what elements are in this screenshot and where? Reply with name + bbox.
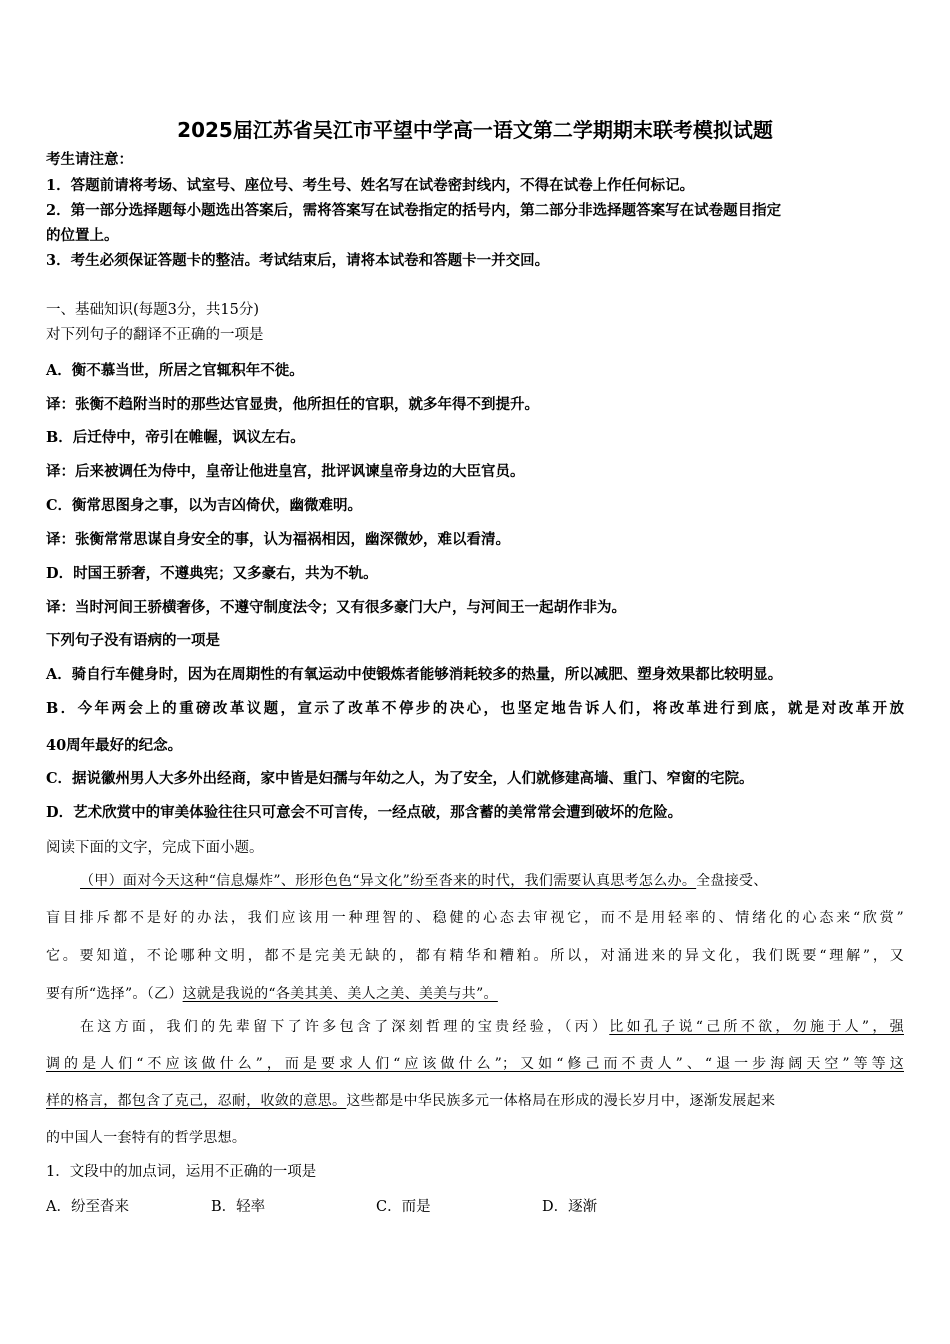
passage-line	[80, 1017, 904, 1037]
option-b: B．今年两会上的重磅改革议题，宣示了改革不停步的决心，也坚定地告诉人们，将改革进行到底，就是对改革开放	[46, 700, 904, 717]
passage-line: 它。要知道，不论哪种文明，都不是完美无缺的，都有精华和糟粕。所以，对涌进来的异文化，我们既要“理解”，又	[46, 948, 904, 964]
option-a: A．衡不慕当世，所居之官辄积年不徙。	[46, 362, 304, 379]
notice-item-1: 1．答题前请将考场、试室号、座位号、考生号、姓名写在试卷密封线内，不得在试卷上作任何标记。	[46, 177, 695, 194]
passage-underline: 样的格言，都包含了克己，忍耐，收敛的意思。	[46, 1093, 347, 1109]
translation-b: 译：后来被调任为侍中，皇帝让他进皇宫，批评讽谏皇帝身边的大臣官员。	[46, 463, 525, 480]
notice-item-2: 2．第一部分选择题每小题选出答案后，需将答案写在试卷指定的括号内，第二部分非选择题答案写在试卷题目指定	[46, 202, 782, 219]
passage-underline: 调的是人们“不应该做什么”，而是要求人们“应该做什么”；又如“修己而不责人”、“退一步海阔天空”等等这	[46, 1056, 904, 1072]
option-c: C．据说徽州男人大多外出经商，家中皆是妇孺与年幼之人，为了安全，人们就修建高墙、重门、窄窗的宅院。	[46, 770, 754, 787]
passage-underline: （甲）	[80, 873, 123, 889]
option-b-cont: 40周年最好的纪念。	[46, 737, 183, 754]
notice-heading: 考生请注意：	[46, 151, 133, 168]
option-d: D．艺术欣赏中的审美体验往往只可意会不可言传，一经点破，那含蓄的美常常会遭到破坏的危险。	[46, 804, 683, 821]
section-heading: 一、基础知识(每题3分，共15分)	[46, 302, 259, 318]
passage-text: 在这方面，我们的先辈留下了许多包含了深刻哲理的宝贵经验，（丙）	[80, 1019, 610, 1035]
passage-underline: 面对今天这种“信息爆炸”、形形色色“异文化”纷至沓来的时代，我们需要认真思考怎么办。	[122, 873, 697, 889]
translation-d: 译：当时河间王骄横奢侈，不遵守制度法令；又有很多豪门大户，与河间王一起胡作非为。	[46, 599, 626, 616]
passage-line	[80, 871, 904, 891]
passage-text: 要有所“选择”。（乙）	[46, 986, 183, 1002]
passage-line	[46, 984, 904, 1004]
translation-c: 译：张衡常常思谋自身安全的事，认为福祸相因，幽深微妙，难以看清。	[46, 531, 510, 548]
option-a: A．骑自行车健身时，因为在周期性的有氧运动中使锻炼者能够消耗较多的热量，所以减肥、塑身效果都比较明显。	[46, 666, 783, 683]
option-d: D．时国王骄奢，不遵典宪；又多豪右，共为不轨。	[46, 565, 378, 582]
passage-text: 全盘接受、	[696, 873, 768, 889]
option-b: B．轻率	[211, 1199, 266, 1215]
question-stem: 对下列句子的翻译不正确的一项是	[46, 327, 264, 343]
reading-instruction: 阅读下面的文字，完成下面小题。	[46, 840, 264, 856]
page-title: 2025届江苏省吴江市平望中学高一语文第二学期期末联考模拟试题	[177, 118, 773, 142]
translation-a: 译：张衡不趋附当时的那些达官显贵，他所担任的官职，就多年得不到提升。	[46, 396, 539, 413]
option-a: A．纷至沓来	[46, 1199, 129, 1215]
notice-item-3: 3．考生必须保证答题卡的整洁。考试结束后，请将本试卷和答题卡一并交回。	[46, 252, 550, 269]
passage-text: 这些都是中华民族多元一体格局在形成的漫长岁月中，逐渐发展起来	[346, 1093, 776, 1109]
passage-underline: 比如孔子说“己所不欲，勿施于人”，强	[609, 1019, 904, 1035]
question-stem: 下列句子没有语病的一项是	[46, 632, 220, 649]
passage-line: 的中国人一套特有的哲学思想。	[46, 1130, 247, 1146]
option-b: B．后迁侍中，帝引在帷幄，讽议左右。	[46, 429, 305, 446]
option-c: C．而是	[376, 1199, 431, 1215]
option-d: D．逐渐	[542, 1199, 598, 1215]
notice-item-2-cont: 的位置上。	[46, 227, 119, 244]
question-stem: 1．文段中的加点词，运用不正确的一项是	[46, 1164, 317, 1180]
option-c: C．衡常思图身之事，以为吉凶倚伏，幽微难明。	[46, 497, 363, 514]
passage-line: 盲目排斥都不是好的办法，我们应该用一种理智的、稳健的心态去审视它，而不是用轻率的、情绪化的心态来“欣赏”	[46, 910, 904, 926]
passage-underline: 这就是我说的“各美其美、美人之美、美美与共”。	[182, 986, 498, 1002]
passage-line	[46, 1091, 904, 1111]
